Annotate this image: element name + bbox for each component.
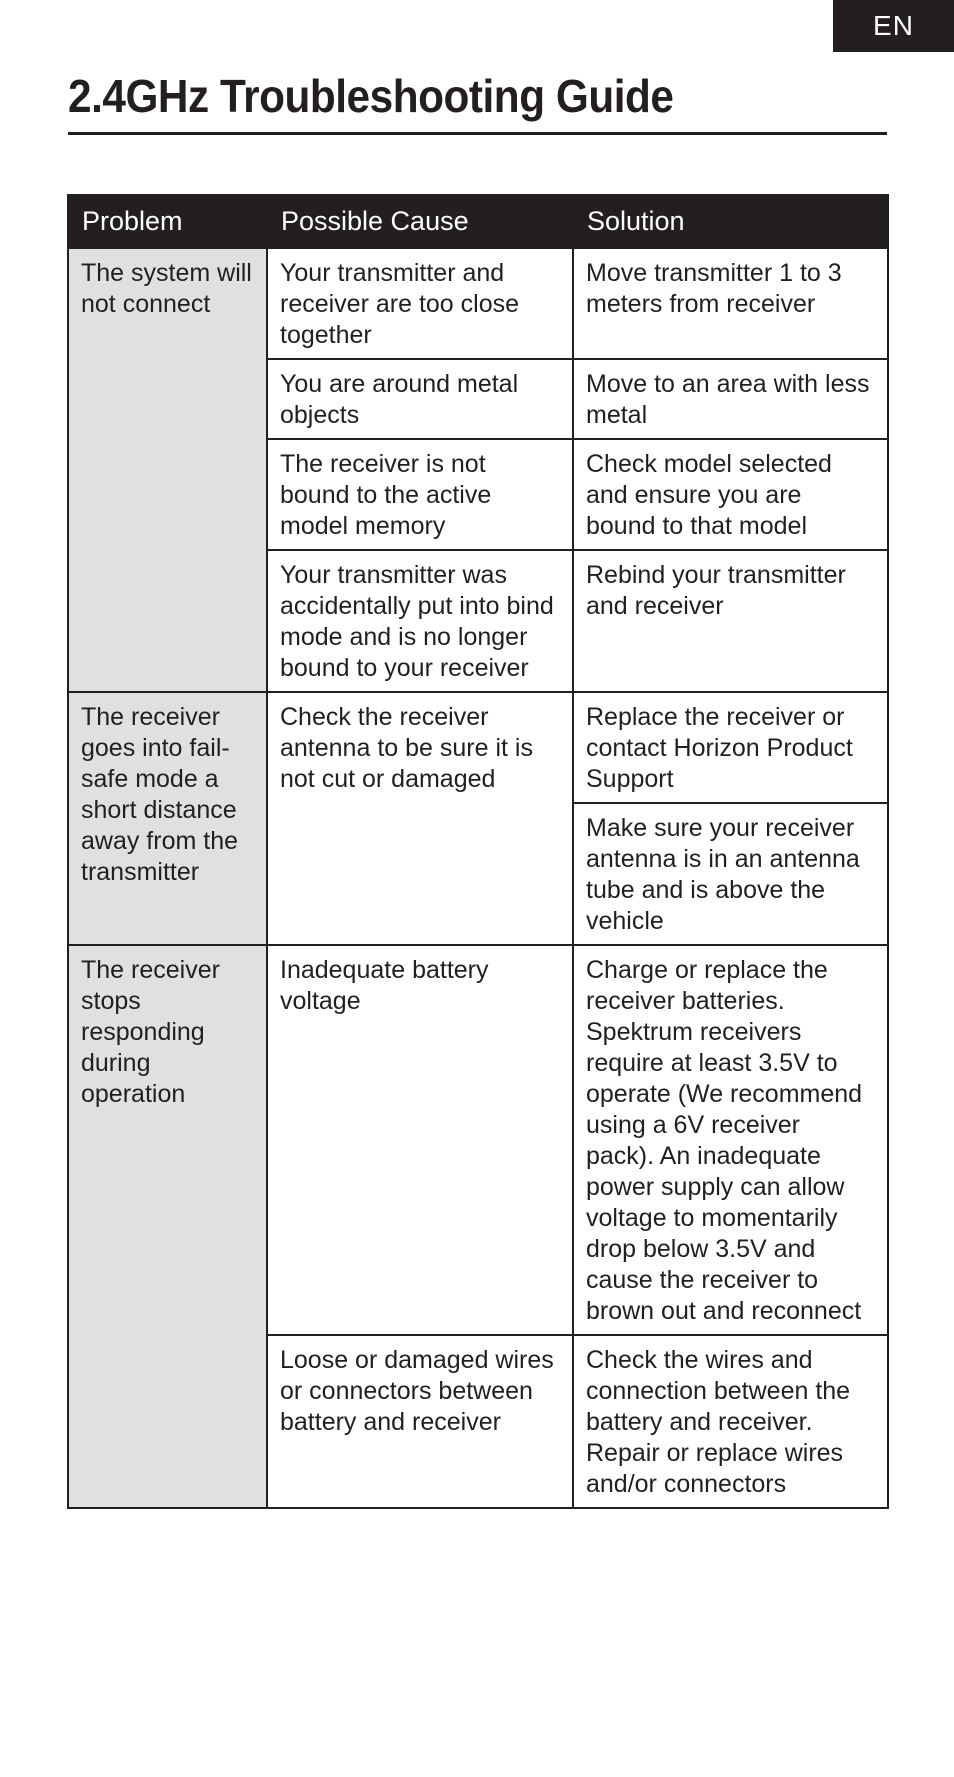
cause-cell: Inadequate battery voltage [267,945,573,1335]
solution-cell: Check model selected and ensure you are bound to that model [573,439,888,550]
solution-cell: Make sure your receiver antenna is in an antenna tube and is above the vehicle [573,803,888,945]
cause-cell: You are around metal objects [267,359,573,439]
solution-cell: Move to an area with less metal [573,359,888,439]
header-possible-cause: Possible Cause [267,195,573,248]
language-tab: EN [833,0,954,52]
title-divider [68,132,887,135]
cause-cell: Loose or damaged wires or connectors between battery and receiver [267,1335,573,1508]
solution-cell: Charge or replace the receiver batteries. Spektrum receivers require at least 3.5V to operate (We recommend using a 6V receiver pack). An inadequate power supply can allow voltage to momentarily drop below 3.5V and cause the receiver to brown out and reconnect [573,945,888,1335]
solution-cell: Replace the receiver or contact Horizon Product Support [573,692,888,803]
troubleshooting-table [67,194,889,1509]
page-title: 2.4GHz Troubleshooting Guide [68,70,674,122]
cause-cell: Your transmitter and receiver are too close together [267,248,573,359]
problem-cell: The receiver goes into fail-safe mode a short distance away from the transmitter [68,692,267,945]
header-solution: Solution [573,195,888,248]
cause-cell: Your transmitter was accidentally put into bind mode and is no longer bound to your receiver [267,550,573,692]
cause-cell: Check the receiver antenna to be sure it is not cut or damaged [267,692,573,945]
table-header-row [68,195,888,248]
table-row [68,692,888,803]
problem-cell: The system will not connect [68,248,267,692]
solution-cell: Rebind your transmitter and receiver [573,550,888,692]
table-row [68,945,888,1335]
solution-cell: Check the wires and connection between the battery and receiver. Repair or replace wires and/or connectors [573,1335,888,1508]
header-problem: Problem [68,195,267,248]
cause-cell: The receiver is not bound to the active model memory [267,439,573,550]
table-row [68,248,888,359]
solution-cell: Move transmitter 1 to 3 meters from receiver [573,248,888,359]
problem-cell: The receiver stops responding during operation [68,945,267,1508]
